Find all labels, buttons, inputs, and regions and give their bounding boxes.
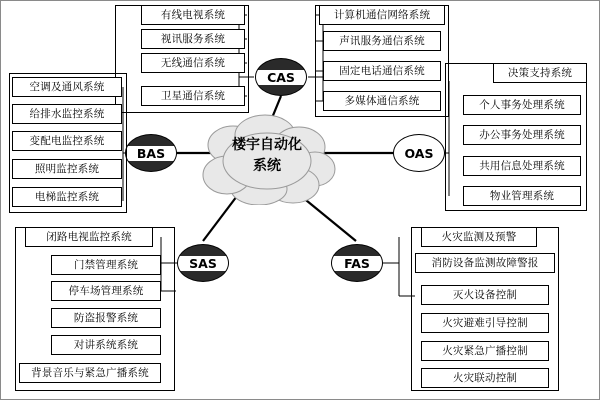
bas-group-item-2[interactable]: 变配电监控系统 xyxy=(12,131,122,151)
center-label-line2: 系统 xyxy=(253,158,281,174)
fas-group-header[interactable]: 火灾监测及预警 xyxy=(421,227,537,247)
sas-group-item-1[interactable]: 停车场管理系统 xyxy=(51,281,161,301)
bas-group-item-0[interactable]: 空调及通风系统 xyxy=(12,77,122,97)
cas-group-item-1[interactable]: 无线通信系统 xyxy=(141,53,245,73)
oas-group-header[interactable]: 决策支持系统 xyxy=(493,63,587,83)
sas-group-item-0[interactable]: 门禁管理系统 xyxy=(51,255,161,275)
fas-group-item-1[interactable]: 灭火设备控制 xyxy=(421,285,549,305)
node-sas-label: SAS xyxy=(189,255,217,271)
node-fas-label: FAS xyxy=(344,255,370,271)
fas-group-box xyxy=(411,227,559,391)
comm-group-item-0[interactable]: 声讯服务通信系统 xyxy=(323,31,441,51)
fas-group-item-3[interactable]: 火灾紧急广播控制 xyxy=(421,341,549,361)
sas-group-header[interactable]: 闭路电视监控系统 xyxy=(25,227,153,247)
oas-group-item-3[interactable]: 物业管理系统 xyxy=(463,186,581,206)
oas-group-item-2[interactable]: 共用信息处理系统 xyxy=(463,156,581,176)
sas-group-item-2[interactable]: 防盗报警系统 xyxy=(51,308,161,328)
node-sas[interactable] xyxy=(177,244,229,282)
fas-group-item-4[interactable]: 火灾联动控制 xyxy=(421,368,549,388)
node-fas[interactable] xyxy=(331,244,383,282)
oas-group-item-1[interactable]: 办公事务处理系统 xyxy=(463,125,581,145)
node-cas-label: CAS xyxy=(267,69,295,85)
cas-group-header[interactable]: 有线电视系统 xyxy=(141,5,245,25)
comm-group-item-2[interactable]: 多媒体通信系统 xyxy=(323,91,441,111)
oas-group-item-0[interactable]: 个人事务处理系统 xyxy=(463,95,581,115)
bas-group-item-3[interactable]: 照明监控系统 xyxy=(12,159,122,179)
center-label xyxy=(197,135,337,177)
node-bas[interactable] xyxy=(125,134,177,172)
node-oas[interactable] xyxy=(393,134,445,172)
node-bas-label: BAS xyxy=(136,145,166,161)
node-oas-label: OAS xyxy=(404,145,434,161)
center-label-line1: 楼宇自动化 xyxy=(232,137,302,153)
node-cas[interactable] xyxy=(255,58,307,96)
cas-group-item-0[interactable]: 视讯服务系统 xyxy=(141,29,245,49)
comm-group-header[interactable]: 计算机通信网络系统 xyxy=(319,5,445,25)
bas-group-item-4[interactable]: 电梯监控系统 xyxy=(12,187,122,207)
sas-group-item-3[interactable]: 对讲系统系统 xyxy=(51,335,161,355)
comm-group-item-1[interactable]: 固定电话通信系统 xyxy=(323,61,441,81)
cas-group-item-2[interactable]: 卫星通信系统 xyxy=(141,86,245,106)
fas-group-item-2[interactable]: 火灾避难引导控制 xyxy=(421,313,549,333)
sas-group-item-4[interactable]: 背景音乐与紧急广播系统 xyxy=(19,363,161,383)
bas-group-item-1[interactable]: 给排水监控系统 xyxy=(12,104,122,124)
fas-group-item-0[interactable]: 消防设备监测故障警报 xyxy=(415,253,555,273)
